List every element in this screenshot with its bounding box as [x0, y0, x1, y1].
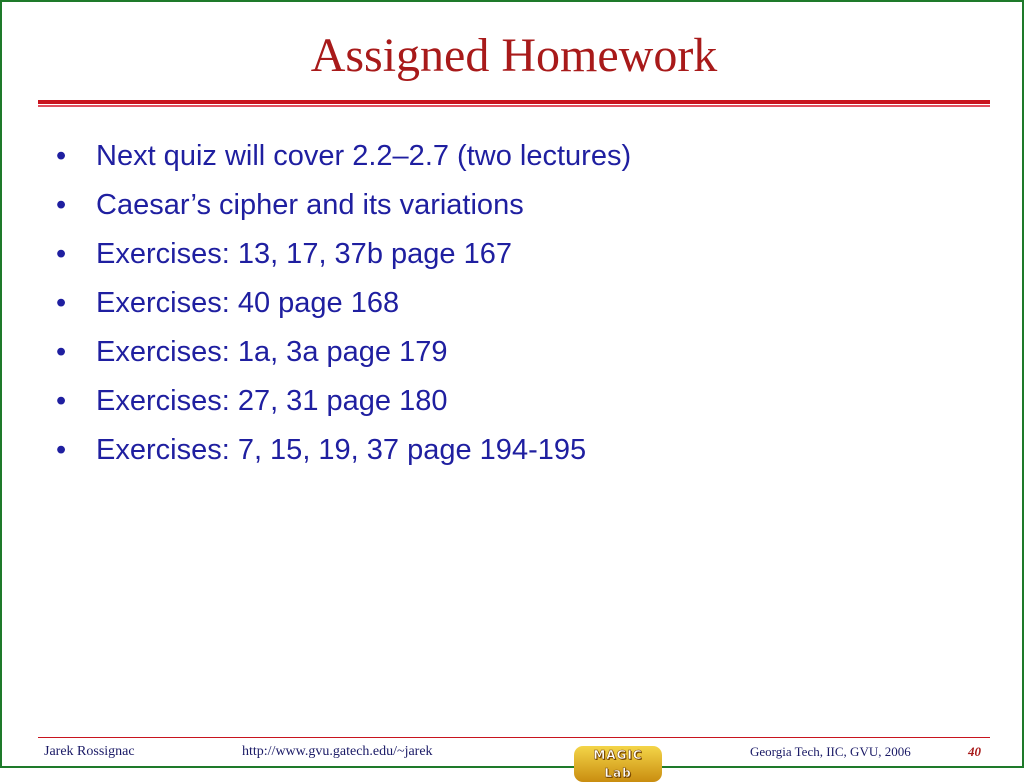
magic-lab-logo — [574, 746, 662, 780]
bullet-marker: • — [56, 336, 67, 368]
bullet-text: Exercises: 40 page 168 — [96, 287, 400, 319]
bullet-marker: • — [56, 287, 67, 319]
bullet-text: Exercises: 1a, 3a page 179 — [96, 336, 448, 368]
title-divider-thick — [38, 100, 990, 104]
bullet-marker: • — [56, 189, 67, 221]
slide-title: Assigned Homework — [310, 29, 718, 82]
page-number: 40 — [968, 744, 981, 759]
bullet-text: Caesar’s cipher and its variations — [96, 189, 524, 221]
footer-divider — [38, 737, 990, 738]
bullet-text: Next quiz will cover 2.2–2.7 (two lectures) — [96, 140, 632, 172]
bullet-marker: • — [56, 140, 67, 172]
logo-wordmark: MAGIC Lab — [574, 746, 662, 782]
footer-author: Jarek Rossignac — [44, 744, 135, 759]
bullet-text: Exercises: 27, 31 page 180 — [96, 385, 448, 417]
footer-url[interactable]: http://www.gvu.gatech.edu/~jarek — [242, 744, 433, 759]
title-divider-thin — [38, 105, 990, 107]
bullet-marker: • — [56, 434, 67, 466]
bullet-text: Exercises: 7, 15, 19, 37 page 194-195 — [96, 434, 587, 466]
bullet-marker: • — [56, 238, 67, 270]
bullet-text: Exercises: 13, 17, 37b page 167 — [96, 238, 512, 270]
bullet-marker: • — [56, 385, 67, 417]
footer-organization: Georgia Tech, IIC, GVU, 2006 — [750, 744, 911, 759]
title-divider — [38, 100, 990, 108]
